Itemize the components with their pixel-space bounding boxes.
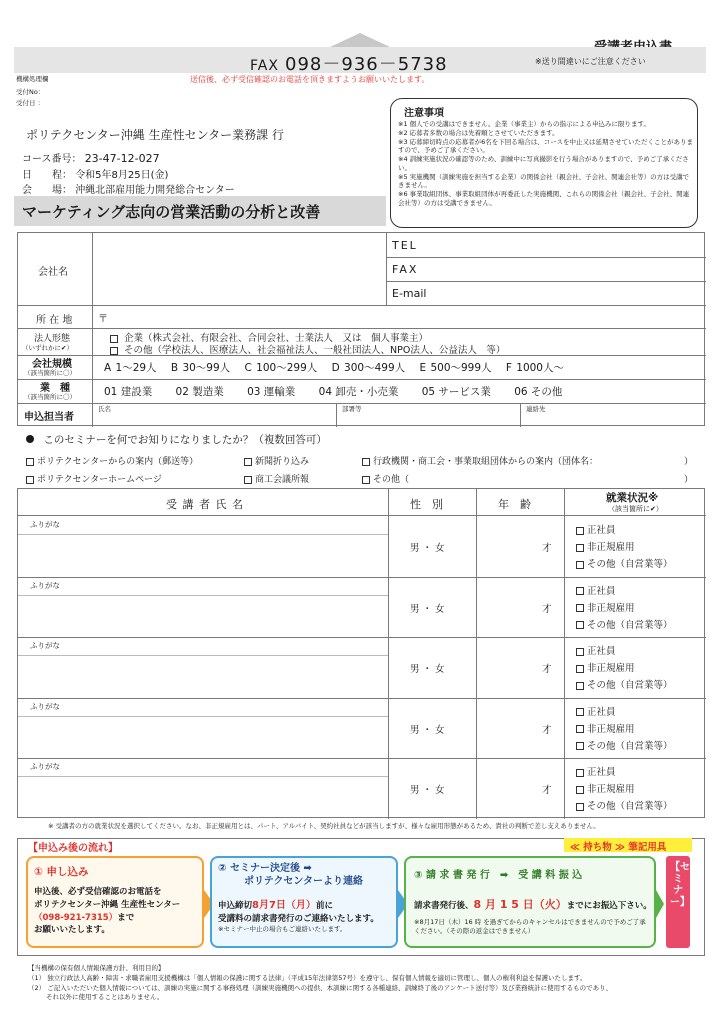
furigana-label: ふりがな <box>30 762 60 772</box>
age-unit: 才 <box>542 724 552 736</box>
footnote: ※ 受講者の方の就業状況を選択してください。なお、非正規雇用とは、パート、アルバイト、契約社員などが該当しますが、様々な雇用形態があるため、貴社の判断で差し支えありません。 <box>48 822 600 830</box>
note-item: ※1 個人での受講はできません。企業（事業主）からの指示による申込みに限ります。 <box>398 120 651 128</box>
checkbox-icon <box>576 527 584 535</box>
company-name-label: 会社名 <box>38 267 68 278</box>
fax-number-line <box>250 50 448 76</box>
survey-option-2[interactable]: 新聞折り込み <box>244 454 309 467</box>
contact-label: 申込担当者 <box>24 412 74 423</box>
status-option-other[interactable]: その他（自営業等） <box>576 556 673 570</box>
gender-select[interactable]: 男 ・ 女 <box>410 785 445 797</box>
checkbox-icon <box>244 476 252 484</box>
industry-option[interactable]: 03 運輸業 <box>247 386 296 398</box>
status-option-regular[interactable]: 正社員 <box>576 764 616 778</box>
gender-select[interactable]: 男 ・ 女 <box>410 664 445 676</box>
survey-option-3[interactable]: 行政機関・商工会・事業取組団体からの案内（団体名： <box>362 454 598 467</box>
step3-body: 請求書発行後、8 月 1 5 日（火）までにお振込下さい。 <box>414 898 652 911</box>
participant-row <box>18 698 706 759</box>
size-option[interactable]: A 1～29人 <box>104 362 157 374</box>
survey-option-6[interactable]: その他（ <box>362 472 409 485</box>
processing-label: 機構処理欄 <box>16 75 49 83</box>
status-option-nonregular[interactable]: 非正規雇用 <box>576 539 635 553</box>
step1-title: ① 申し込み <box>34 866 89 878</box>
privacy-line: （2） ご記入いただいた個人情報については、訓練の実施に関する事務処理（訓練実施機関への提供、本訓練に関する各種連絡、訓練終了後のアンケート送付等）及び業務統計に使用するものであり、 <box>28 983 613 992</box>
company-size-options <box>104 360 564 375</box>
survey-question: このセミナーを何でお知りになりましたか？（複数回答可） <box>26 432 327 447</box>
fax-label: FAX <box>250 58 279 74</box>
fax-number: 098－936－5738 <box>285 54 448 75</box>
status-option-other[interactable]: その他（自営業等） <box>576 677 673 691</box>
venue-line <box>22 181 235 196</box>
checkbox-icon <box>362 458 370 466</box>
company-size-label: 会社規模 <box>32 359 72 370</box>
checkbox-icon <box>576 621 584 629</box>
fax-note: ※送り間違いにご注意ください <box>535 57 646 66</box>
size-option[interactable]: E 500～999人 <box>419 362 492 374</box>
status-option-nonregular[interactable]: 非正規雇用 <box>576 660 635 674</box>
receipt-no-label: 受付No： <box>16 88 45 96</box>
note-item: ※2 応募者多数の場合は先着順とさせていただきます。 <box>398 128 559 137</box>
gender-header: 性 別 <box>410 498 443 511</box>
step2-title: ② セミナー決定後 ➡ ポリテクセンターより連絡 <box>218 863 363 887</box>
gender-select[interactable]: 男 ・ 女 <box>410 603 445 615</box>
age-unit: 才 <box>542 664 552 676</box>
status-option-nonregular[interactable]: 非正規雇用 <box>576 781 635 795</box>
company-size-sub: （該当箇所に〇） <box>24 369 76 377</box>
bullet-icon <box>26 435 34 443</box>
age-unit: 才 <box>542 543 552 554</box>
status-option-nonregular[interactable]: 非正規雇用 <box>576 721 635 735</box>
notes-list <box>398 120 694 208</box>
age-unit: 才 <box>542 785 552 797</box>
size-option[interactable]: B 30～99人 <box>170 362 231 374</box>
checkbox-icon <box>26 476 34 484</box>
age-header: 年 齢 <box>498 498 531 511</box>
checkbox-icon <box>576 803 584 811</box>
company-form <box>17 232 705 426</box>
participant-name-field[interactable] <box>20 536 386 575</box>
status-sub: （該当箇所に✔） <box>608 505 663 513</box>
survey-option-5[interactable]: 商工会議所報 <box>244 472 309 485</box>
industry-label: 業 種 <box>40 383 70 394</box>
furigana-label: ふりがな <box>30 520 60 529</box>
status-option-other[interactable]: その他（自営業等） <box>576 617 673 631</box>
contact-tel-label: 連絡先 <box>526 405 546 413</box>
date-label: 日 程： <box>22 170 72 181</box>
checkbox-icon <box>576 648 584 656</box>
participant-name-field[interactable] <box>20 718 386 757</box>
note-item: ※3 応募締切時点の応募者が6名を下回る場合は、コースを中止又は延期させていただくことがありますので、予めご了承ください。 <box>398 137 693 155</box>
checkbox-icon <box>576 708 584 716</box>
course-number-line <box>22 150 160 165</box>
step3-note: ※8月17日（木）16 時 を過ぎてからのキャンセルはできませんので予めご了承ください。（その際の返金はできません） <box>414 918 646 936</box>
note-item: ※6 事業取組団体、事業取組団体が再委託した実施機関、これらの関係会社（親会社、子会社、関連会社等）の方は受講できません。 <box>398 190 690 207</box>
venue-label: 会 場： <box>22 185 72 196</box>
checkbox-icon <box>244 458 252 466</box>
step1-tel: （098-921-7315） <box>34 912 118 923</box>
contact-dept-label: 部署等 <box>342 405 362 413</box>
checkbox-icon <box>576 544 584 552</box>
participant-row <box>18 637 706 698</box>
industry-options <box>104 384 562 399</box>
step3-due: 8 月 1 5 日（火） <box>473 898 567 911</box>
tel-label: TEL <box>392 239 418 252</box>
gender-select[interactable]: 男 ・ 女 <box>410 543 445 554</box>
status-option-other[interactable]: その他（自営業等） <box>576 798 673 812</box>
recipient-org: ポリテクセンター沖縄 生産性センター業務課 行 <box>26 128 284 142</box>
date-line <box>22 166 168 181</box>
survey-option-4[interactable]: ポリテクセンターホームページ <box>26 472 162 485</box>
legal-form-option-2[interactable]: その他（学校法人、医療法人、社会福祉法人、一般社団法人、NPO法人、公益法人 等） <box>110 342 505 356</box>
email-label: E-mail <box>392 287 427 300</box>
checkbox-icon <box>576 786 584 794</box>
checkbox-icon <box>362 476 370 484</box>
notes-title: 注意事項 <box>404 108 444 119</box>
step3-title: ③ 請 求 書 発 行 ➡ 受 講 料 振 込 <box>414 870 583 881</box>
participant-name-field[interactable] <box>20 778 386 817</box>
seminar-date: 令和5年8月25日(金) <box>75 170 169 181</box>
furigana-label: ふりがな <box>30 701 60 711</box>
arrow-icon <box>656 890 664 918</box>
furigana-label: ふりがな <box>30 580 60 590</box>
items-to-bring: ≪ 持ち物 ≫ 筆記用具 <box>570 842 667 853</box>
size-option[interactable]: C 100～299人 <box>244 362 318 374</box>
status-option-regular[interactable]: 正社員 <box>576 522 616 536</box>
status-option-other[interactable]: その他（自営業等） <box>576 738 673 752</box>
seminar-venue: 沖縄北部雇用能力開発総合センター <box>75 185 235 196</box>
industry-option[interactable]: 05 サービス業 <box>421 386 491 398</box>
status-option-nonregular[interactable]: 非正規雇用 <box>576 600 635 614</box>
company-name-field[interactable] <box>94 234 384 304</box>
course-no: 23-47-12-027 <box>84 152 160 165</box>
note-item: ※4 訓練実施状況の確認等のため、訓練中に写真撮影を行う場合がありますので、予めご了承ください。 <box>398 155 689 172</box>
checkbox-icon <box>110 347 118 355</box>
survey-option-6-close: ） <box>684 475 694 485</box>
fax-field-label: FAX <box>392 263 419 276</box>
checkbox-icon <box>576 725 584 733</box>
gender-select[interactable]: 男 ・ 女 <box>410 724 445 736</box>
privacy-section <box>28 964 718 1003</box>
survey-option-3-close: ） <box>684 457 694 467</box>
participants-table <box>17 488 705 818</box>
checkbox-icon <box>576 604 584 612</box>
status-option-regular[interactable]: 正社員 <box>576 583 616 597</box>
contact-name-label: 氏名 <box>98 405 111 413</box>
step2-deadline: 8月7日（月） <box>252 900 316 911</box>
survey-option-1[interactable]: ポリテクセンターからの案内（郵送等） <box>26 454 198 467</box>
privacy-title: 【当機構の保有個人情報保護方針、利用目的】 <box>28 964 165 972</box>
industry-option[interactable]: 06 その他 <box>514 386 563 398</box>
note-item: ※5 実施機関（訓練実施を担当する企業）の関係会社（親会社、子会社、関連会社等）の方は受講できません。 <box>398 172 690 190</box>
legal-form-label: 法人形態 <box>34 334 71 344</box>
privacy-line: （1） 独立行政法人高齢・障害・求職者雇用支援機構は「個人情報の保護に関する法律」（平成15年法律第57号）を遵守し、保有個人情報を適切に管理し、個人の権利利益を保護いたします。 <box>28 973 587 982</box>
checkbox-icon <box>576 769 584 777</box>
industry-sub: （該当箇所に〇） <box>24 393 76 401</box>
participant-row <box>18 758 706 819</box>
flow-title: 【申込み後の流れ】 <box>28 843 118 854</box>
status-option-regular[interactable]: 正社員 <box>576 643 616 657</box>
step4-label: 【セミナー】 <box>670 862 690 908</box>
checkbox-icon <box>26 458 34 466</box>
industry-option[interactable]: 04 卸売・小売業 <box>318 386 399 398</box>
participant-name-field[interactable] <box>20 657 386 696</box>
receipt-date-label: 受付日 ： <box>16 99 45 107</box>
participant-row <box>18 516 706 577</box>
privacy-line: それ以外に使用することはありません。 <box>46 993 164 1002</box>
legal-form-sub: （いずれかに✔） <box>22 344 73 352</box>
legal-form-option-1[interactable]: 企業（株式会社、有限会社、合同会社、士業法人 又は 個人事業主） <box>110 330 428 344</box>
seminar-title: マーケティング志向の営業活動の分析と改善 <box>22 203 321 221</box>
name-header: 受 講 者 氏 名 <box>166 498 244 511</box>
address-label: 所 在 地 <box>36 315 73 326</box>
step2-body: 申込締切8月7日（月）前に 受講料の請求書発行のご連絡いたします。 <box>218 900 379 924</box>
checkbox-icon <box>576 742 584 750</box>
size-option[interactable]: F 1000人～ <box>505 362 564 374</box>
checkbox-icon <box>576 665 584 673</box>
industry-option[interactable]: 02 製造業 <box>175 386 224 398</box>
postal-mark: 〒 <box>98 314 108 325</box>
checkbox-icon <box>576 682 584 690</box>
step1-body: 申込後、必ず受信確認のお電話を ポリテクセンター沖縄 生産性センター （098-921-7315）まで お願いいたします。 <box>34 887 181 936</box>
course-no-label: コース番号： <box>22 154 82 165</box>
age-unit: 才 <box>542 603 552 615</box>
step2-note: ※セミナー中止の場合もご連絡いたします。 <box>218 925 347 933</box>
confirm-call-note: 送信後、必ず受信確認のお電話を頂きますようお願いいたします。 <box>190 75 430 84</box>
checkbox-icon <box>576 587 584 595</box>
status-option-regular[interactable]: 正社員 <box>576 704 616 718</box>
status-header: 就業状況※ <box>606 492 659 504</box>
fax-arrow-shape <box>330 33 390 47</box>
participant-row <box>18 577 706 638</box>
checkbox-icon <box>576 561 584 569</box>
size-option[interactable]: D 300～499人 <box>331 362 406 374</box>
industry-option[interactable]: 01 建設業 <box>104 386 153 398</box>
participant-name-field[interactable] <box>20 597 386 636</box>
furigana-label: ふりがな <box>30 641 60 651</box>
